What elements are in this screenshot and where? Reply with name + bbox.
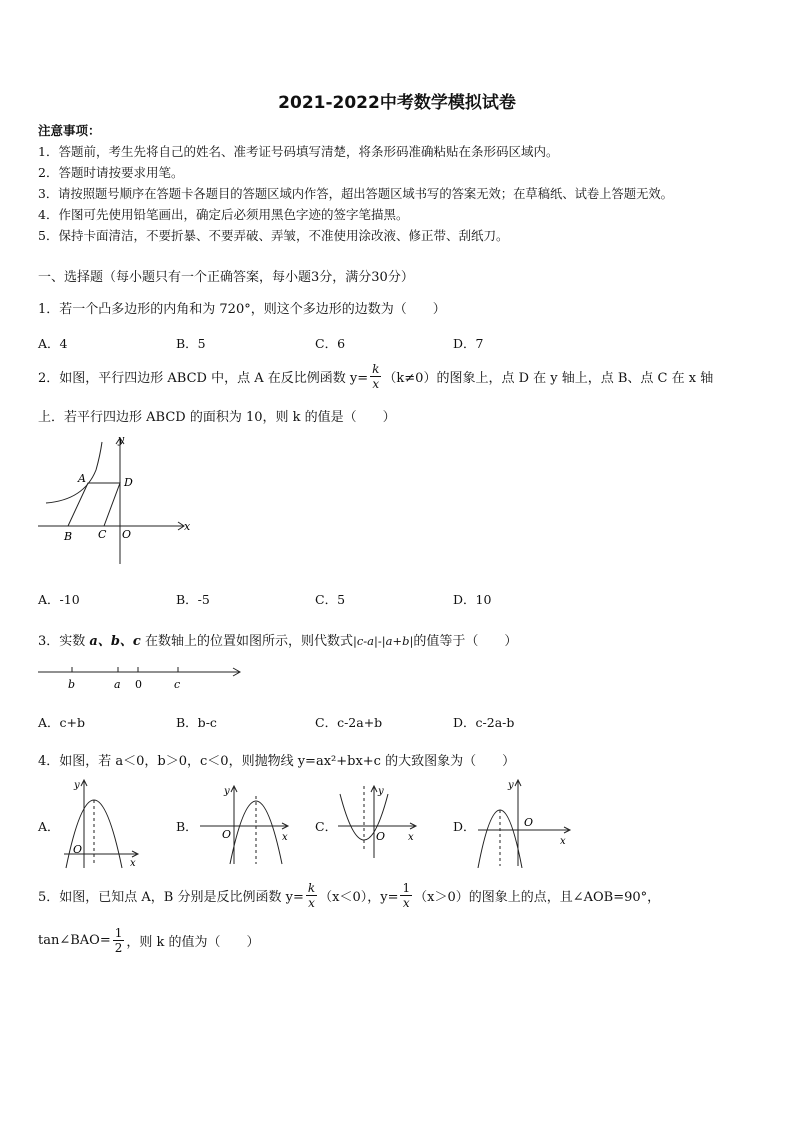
q4-d-y-label: y [508,780,514,791]
page-title: 2021-2022中考数学模拟试卷 [278,93,516,113]
q5-f1-num: k [307,881,316,895]
q3-option-d: D．c-2a-b [453,715,515,730]
question-5-stem [38,881,660,910]
q4-b-origin: O [222,828,232,841]
q3-point-b: b [68,678,76,691]
q2-frac-den: x [372,377,380,391]
q5-f1-den: x [308,896,315,910]
notice-item-2: 2．答题时请按要求用笔。 [38,165,184,180]
q3-option-a: A．c+b [38,715,86,730]
q1-option-b: B．5 [176,336,206,351]
q5-stem-part1: 5．如图，已知点 A，B 分别是反比例函数 y= [38,890,304,905]
q3-number-line [36,660,248,696]
notice-item-5: 5．保持卡面清洁，不要折暴、不要弄破、弄皱，不准使用涂改液、修正带、刮纸刀。 [38,228,509,243]
q2-fig-point-c: C [98,528,107,541]
q3-stem-part3: 的值等于（ ） [413,634,518,649]
q4-c-x-label: x [408,832,414,843]
question-3-stem [38,630,517,649]
notice-heading: 注意事项： [38,123,101,138]
q4-option-b-graph [198,782,292,866]
q2-option-d: D．10 [453,592,492,607]
q5-stem-part5: ，则 k 的值为（ ） [126,935,260,950]
q3-stem-part1: 3．实数 [38,634,90,649]
q4-b-y-label: y [224,786,230,797]
q3-point-zero: 0 [135,678,142,691]
q3-stem-vars: a、b、c [89,634,141,649]
q5-stem-part4: tan∠BAO= [38,933,111,948]
q2-stem-part1: 2．如图，平行四边形 ABCD 中，点 A 在反比例函数 y= [38,371,369,386]
question-1-stem: 1．若一个凸多边形的内角和为 720°，则这个多边形的边数为（ ） [38,302,446,317]
q5-f2-num: 1 [402,881,411,895]
q3-point-a: a [114,678,121,691]
q2-fig-x-label: x [184,520,191,533]
q5-fraction-1-over-2 [113,926,125,955]
q3-option-b: B．b-c [176,715,217,730]
q2-option-b: B．-5 [176,592,210,607]
q4-option-d-label: D． [453,819,476,834]
q4-b-x-label: x [282,832,288,843]
q4-a-origin: O [73,843,83,856]
notice-item-3: 3．请按照题号顺序在答题卡各题目的答题区域内作答，超出答题区域书写的答案无效；在草稿纸、试卷上答题无效。 [38,187,673,201]
q2-fig-point-b: B [64,530,73,543]
q4-c-y-label: y [378,786,384,797]
q2-fig-point-a: A [78,472,86,485]
question-2-stem [38,362,713,391]
q5-fraction-k-over-x [306,881,317,910]
q5-f3-den: 2 [114,941,123,955]
q5-f3-num: 1 [114,926,123,940]
q4-c-origin: O [376,830,386,843]
q1-option-a: A．4 [38,336,68,351]
q2-figure [36,430,196,570]
q4-d-origin: O [524,816,534,829]
q2-stem-part2: （k≠0）的图象上，点 D 在 y 轴上，点 B、点 C 在 x 轴 [383,371,714,386]
section-heading: 一、选择题（每小题只有一个正确答案，每小题3分，满分30分） [38,270,414,285]
q4-option-d-graph [474,776,574,868]
q2-fig-origin: O [122,528,132,541]
q3-point-c: c [174,678,181,691]
q5-f2-den: x [402,896,410,910]
q2-fig-point-d: D [124,476,133,489]
q2-option-a: A．-10 [38,592,80,607]
q2-frac-num: k [372,362,380,376]
q4-option-b-label: B． [176,819,198,834]
q2-fraction-k-over-x [370,362,381,391]
q5-stem-line2 [38,926,260,955]
q4-a-x-label: x [130,858,136,869]
notice-item-4: 4．作图可先使用铅笔画出，确定后必须用黑色字迹的签字笔描黑。 [38,207,409,222]
q3-stem-part2: 在数轴上的位置如图所示，则代数式 [140,634,353,649]
q4-option-c-label: C． [315,819,338,834]
question-4-stem: 4．如图，若 a＜0，b＞0，c＜0，则抛物线 y=ax²+bx+c 的大致图象为（ ） [38,754,516,769]
q5-stem-part2: （x＜0），y= [319,890,399,905]
q4-option-a-label: A． [38,819,60,834]
q1-option-c: C．6 [315,336,346,351]
q5-stem-part3: （x＞0）的图象上的点，且∠AOB=90°， [414,890,661,905]
q4-option-c-graph [334,782,420,860]
q2-option-c: C．5 [315,592,346,607]
q2-fig-y-label: y [118,433,125,446]
q3-option-c: C．c-2a+b [315,715,383,730]
q1-option-d: D．7 [453,336,484,351]
q5-fraction-1-over-x [400,881,412,910]
q2-stem-part3: 上．若平行四边形 ABCD 的面积为 10，则 k 的值是（ ） [38,410,396,425]
q4-option-a-graph [60,776,142,870]
notice-item-1: 1．答题前，考生先将自己的姓名、准考证号码填写清楚，将条形码准确粘贴在条形码区域内。 [38,144,559,159]
q4-a-y-label: y [74,780,80,791]
q3-expression: |c-a|-|a+b| [352,634,414,648]
q4-d-x-label: x [560,836,566,847]
